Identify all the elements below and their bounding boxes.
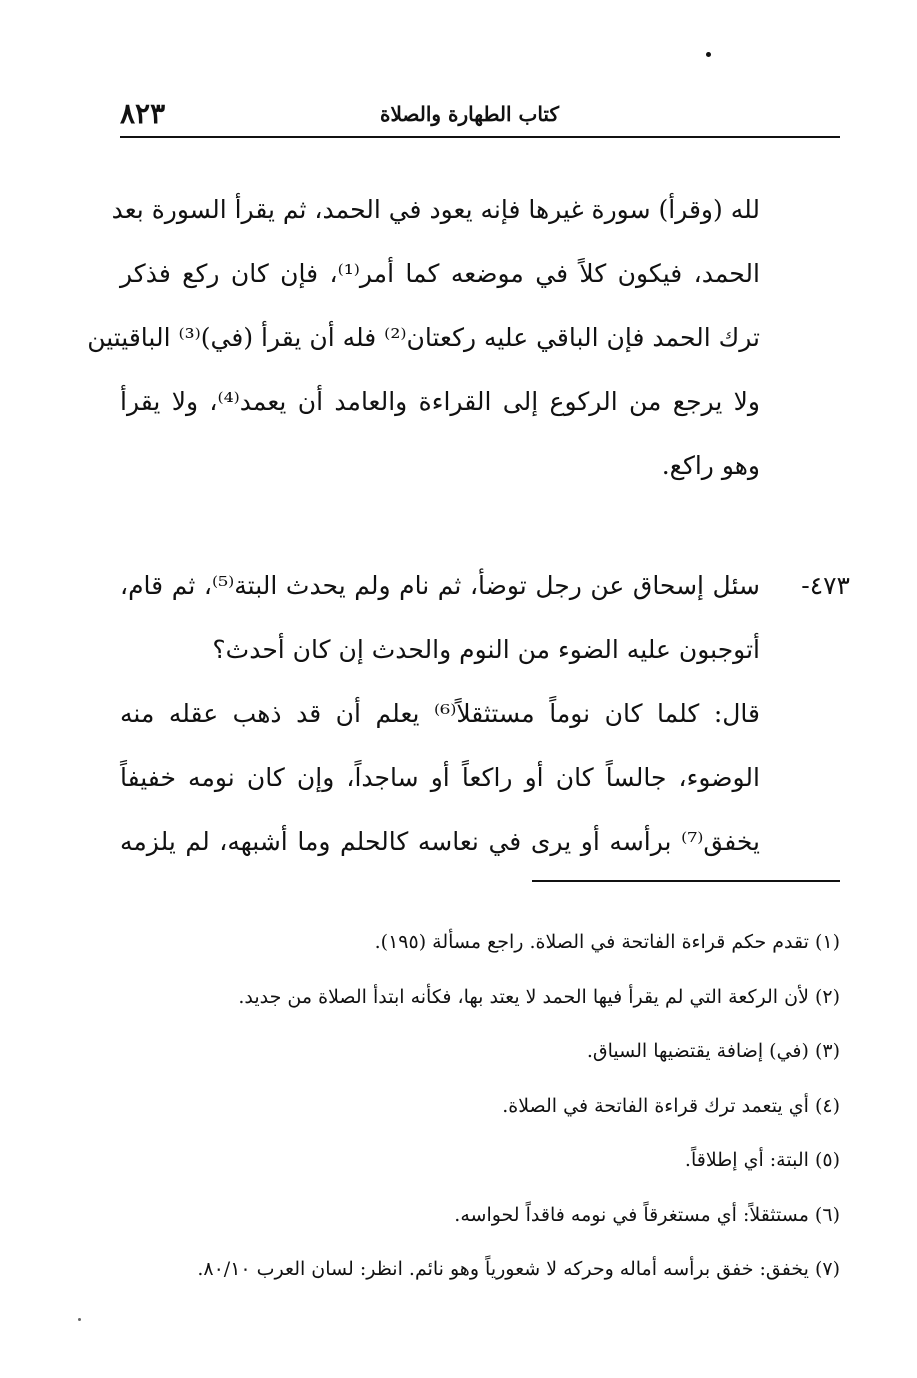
page-number: ٨٢٣ xyxy=(120,97,166,130)
scan-speck xyxy=(78,1318,81,1321)
footnotes xyxy=(120,915,840,1297)
text-line: قال: كلما كان نوماً مستثقلاً⁽⁶⁾ يعلم أن قد ذهب عقله منه xyxy=(120,699,760,728)
footnote-7: (٧) يخفق: خفق برأسه أماله وحركه لا شعورياً وهو نائم. انظر: لسان العرب ٨٠/١٠. xyxy=(197,1258,840,1280)
footnote-1: (١) تقدم حكم قراءة الفاتحة في الصلاة. راجع مسألة (١٩٥). xyxy=(374,931,840,953)
footnote-5: (٥) البتة: أي إطلاقاً. xyxy=(684,1149,840,1171)
text-line: لله (وقرأ) سورة غيرها فإنه يعود في الحمد، ثم يقرأ السورة بعد xyxy=(111,195,760,224)
page-header xyxy=(120,96,840,138)
ink-dot xyxy=(706,52,711,57)
text-line: الحمد، فيكون كلاً في موضعه كما أمر⁽¹⁾، فإن كان ركع فذكر xyxy=(120,259,760,288)
text-line: ترك الحمد فإن الباقي عليه ركعتان⁽²⁾ فله أن يقرأ (في)⁽³⁾ الباقيتين xyxy=(87,323,760,352)
paragraph-1 xyxy=(87,178,761,498)
text-line: الوضوء، جالساً كان أو راكعاً أو ساجداً، وإن كان نومه خفيفاً xyxy=(120,763,760,792)
text-line: أتوجبون عليه الضوء من النوم والحدث إن كان أحدث؟ xyxy=(212,635,760,664)
main-text xyxy=(87,178,850,874)
text-line: وهو راكع. xyxy=(661,451,760,480)
text-line: يخفق⁽⁷⁾ برأسه أو يرى في نعاسه كالحلم وما أشبهه، لم يلزمه xyxy=(120,827,760,856)
question-473 xyxy=(120,554,850,682)
footnote-6: (٦) مستثقلاً: أي مستغرقاً في نومه فاقداً لحواسه. xyxy=(454,1203,840,1226)
answer-paragraph xyxy=(120,682,760,874)
footnote-4: (٤) أي يتعمد ترك قراءة الفاتحة في الصلاة. xyxy=(502,1094,840,1117)
footnote-3: (٣) (في) إضافة يقتضيها السياق. xyxy=(586,1040,840,1062)
text-line: ولا يرجع من الركوع إلى القراءة والعامد أن يعمد⁽⁴⁾، ولا يقرأ xyxy=(120,387,761,416)
paragraph-gap xyxy=(120,498,760,554)
footnote-separator xyxy=(532,880,840,882)
question-number: ٤٧٣- xyxy=(801,571,850,600)
text-line: سئل إسحاق عن رجل توضأ، ثم نام ولم يحدث البتة⁽⁵⁾، ثم قام، xyxy=(120,571,760,600)
footnote-2: (٢) لأن الركعة التي لم يقرأ فيها الحمد لا يعتد بها، فكأنه ابتدأ الصلاة من جديد. xyxy=(238,985,840,1008)
running-title: كتاب الطهارة والصلاة xyxy=(380,102,559,126)
